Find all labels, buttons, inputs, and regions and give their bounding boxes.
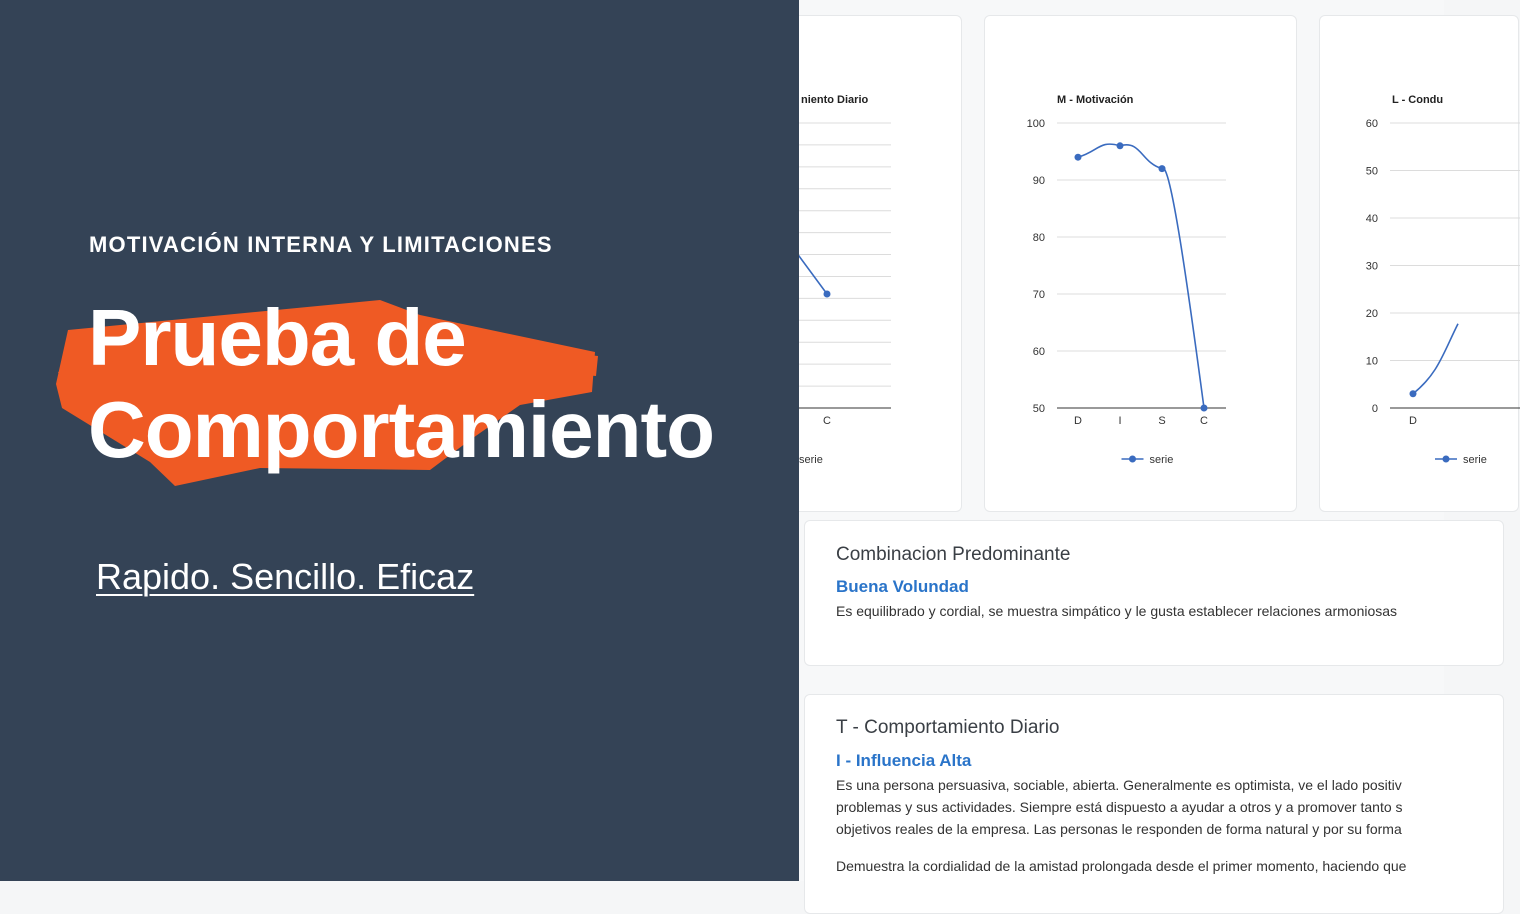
y-tick-label: 30 xyxy=(1365,260,1378,273)
data-point xyxy=(1075,154,1082,161)
predominant-card xyxy=(804,520,1504,666)
predominant-heading: Combinacion Predominante xyxy=(836,544,1071,565)
y-tick-label: 100 xyxy=(1026,118,1045,130)
y-tick-label: 0 xyxy=(1371,403,1378,415)
data-point xyxy=(824,291,831,298)
daily-subheading[interactable]: I - Influencia Alta xyxy=(836,751,972,770)
daily-text-line: Es una persona persuasiva, sociable, abierta. Generalmente es optimista, ve el lado positiv xyxy=(836,777,1402,793)
data-point xyxy=(1410,390,1417,397)
chart-conduct xyxy=(1320,16,1520,513)
chart-card-conduct xyxy=(1319,15,1519,512)
series-line xyxy=(1413,324,1458,394)
x-tick-label: C xyxy=(823,415,831,427)
x-tick-label: C xyxy=(1200,415,1208,427)
data-point xyxy=(1201,405,1208,412)
y-tick-label: 40 xyxy=(1365,213,1378,225)
x-tick-label: D xyxy=(1074,415,1082,427)
data-point xyxy=(1159,165,1166,172)
predominant-text: Es equilibrado y cordial, se muestra simpático y le gusta establecer relaciones armoniosas xyxy=(836,603,1398,619)
x-tick-label: S xyxy=(1158,415,1166,427)
y-tick-label: 20 xyxy=(1365,308,1378,320)
daily-text-line: Demuestra la cordialidad de la amistad prolongada desde el primer momento, haciendo que xyxy=(836,858,1407,874)
y-tick-label: 80 xyxy=(1032,232,1045,244)
hero-kicker: MOTIVACIÓN INTERNA Y LIMITACIONES xyxy=(89,232,553,257)
legend-marker xyxy=(1129,456,1136,463)
daily-heading: T - Comportamiento Diario xyxy=(836,717,1060,738)
daily-text-line: objetivos reales de la empresa. Las personas le responden de forma natural y por su forma xyxy=(836,821,1402,837)
predominant-subheading[interactable]: Buena Volundad xyxy=(836,577,969,596)
chart-motivation xyxy=(985,16,1298,513)
hero-title-line2: Comportamiento xyxy=(88,385,714,474)
y-tick-label: 50 xyxy=(1032,403,1045,415)
x-tick-label: I xyxy=(1118,415,1122,427)
legend-label: serie xyxy=(1149,454,1174,466)
daily-text-line: problemas y sus actividades. Siempre está dispuesto a ayudar a otros y a promover tanto s xyxy=(836,799,1403,815)
y-tick-label: 70 xyxy=(1032,289,1045,301)
chart-title: M - Motivación xyxy=(1057,94,1134,106)
legend-marker xyxy=(1443,456,1450,463)
chart-title: niento Diario xyxy=(801,94,869,106)
daily-card xyxy=(804,694,1504,914)
y-tick-label: 10 xyxy=(1365,355,1378,368)
data-point xyxy=(1117,142,1124,149)
y-tick-label: 60 xyxy=(1032,346,1045,358)
x-tick-label: D xyxy=(1409,415,1417,427)
legend-label: serie xyxy=(799,454,823,466)
hero-title-line1: Prueba de xyxy=(88,293,466,382)
y-tick-label: 60 xyxy=(1365,118,1378,130)
hero-tagline[interactable]: Rapido. Sencillo. Eficaz xyxy=(96,556,475,597)
chart-title: L - Condu xyxy=(1392,94,1444,106)
y-tick-label: 90 xyxy=(1032,175,1045,187)
chart-card-motivation xyxy=(984,15,1297,512)
legend-label: serie xyxy=(1463,454,1487,466)
series-line xyxy=(1078,144,1204,408)
y-tick-label: 50 xyxy=(1365,165,1378,178)
